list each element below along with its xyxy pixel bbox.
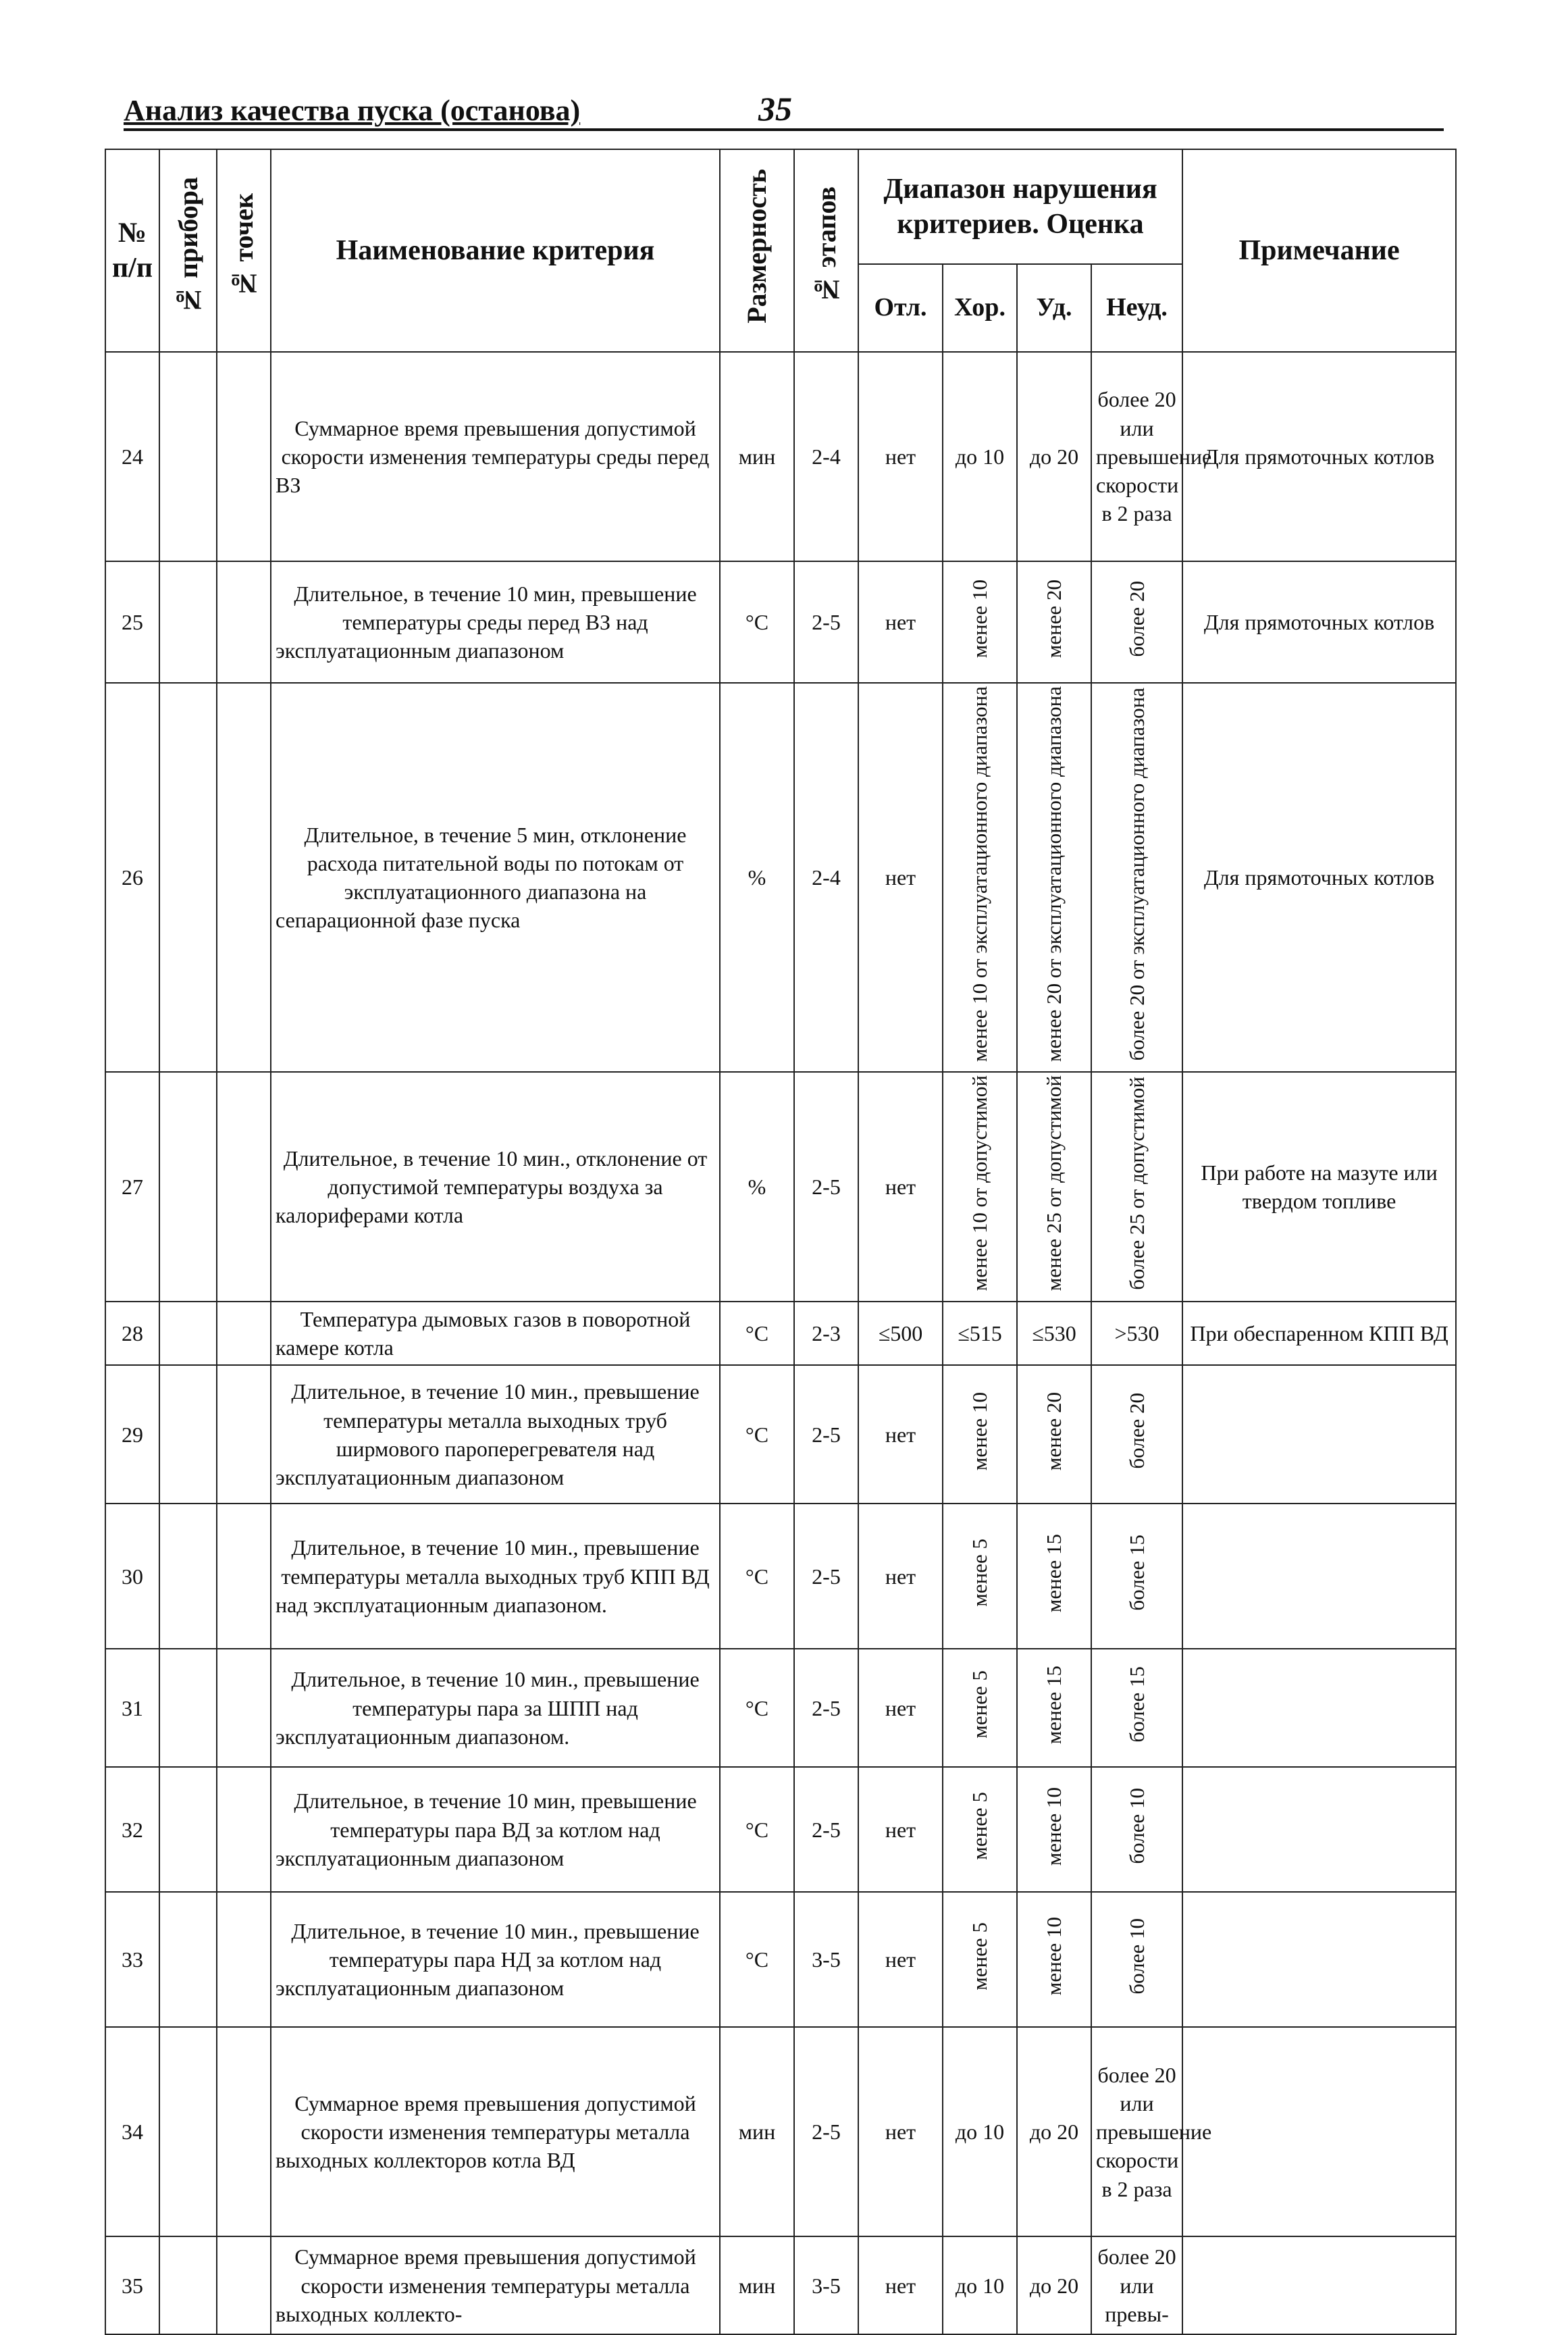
cell-unit: % [720,1072,794,1302]
cell-neud: более 15 [1091,1504,1182,1649]
cell-points [217,561,271,683]
cell-hor: до 10 [943,2027,1017,2236]
cell-note [1182,2027,1456,2236]
cell-note [1182,1767,1456,1892]
cell-hor: менее 10 от допустимой [943,1072,1017,1302]
cell-num: 27 [105,1072,159,1302]
cell-name: Температура дымовых газов в поворотной камере котла [271,1302,720,1365]
cell-stages: 3-5 [794,2236,858,2334]
cell-neud: более 20 или превышение скорости в 2 раза [1091,352,1182,561]
cell-unit: мин [720,2027,794,2236]
cell-num: 24 [105,352,159,561]
cell-points [217,2236,271,2334]
table-row [105,561,1456,683]
table-row [105,1365,1456,1504]
cell-name: Длительное, в течение 10 мин, превышение температуры пара ВД за котлом над эксплуатационным диапазоном [271,1767,720,1892]
page-title: Анализ качества пуска (останова) [124,94,581,127]
cell-note: Для прямоточных котлов [1182,683,1456,1072]
table-row [105,2236,1456,2334]
cell-unit: мин [720,2236,794,2334]
cell-note [1182,1365,1456,1504]
cell-device [159,683,217,1072]
cell-num: 33 [105,1892,159,2027]
cell-ud: до 20 [1017,352,1091,561]
cell-num: 31 [105,1649,159,1767]
cell-ud: менее 10 [1017,1767,1091,1892]
cell-num: 30 [105,1504,159,1649]
cell-neud: более 20 [1091,1365,1182,1504]
col-header-range: Диапазон нарушения критериев. Оценка [858,149,1182,264]
cell-points [217,1302,271,1365]
cell-name: Длительное, в течение 5 мин, отклонение расхода питательной воды по потокам от эксплуатационного диапазона на сепарационной фазе пуска [271,683,720,1072]
cell-device [159,1649,217,1767]
cell-ud: до 20 [1017,2236,1091,2334]
cell-points [217,683,271,1072]
cell-neud: более 20 или превы- [1091,2236,1182,2334]
cell-ud: менее 20 [1017,561,1091,683]
cell-stages: 2-5 [794,1767,858,1892]
cell-otl: нет [858,352,943,561]
cell-note [1182,1504,1456,1649]
cell-ud: менее 15 [1017,1504,1091,1649]
cell-name: Суммарное время превышения допустимой скорости изменения температуры металла выходных коллекто- [271,2236,720,2334]
table-row [105,1649,1456,1767]
cell-device [159,1302,217,1365]
cell-ud: до 20 [1017,2027,1091,2236]
cell-unit: °С [720,561,794,683]
cell-note: Для прямоточных котлов [1182,561,1456,683]
cell-name: Длительное, в течение 10 мин., превышение температуры пара за ШПП над эксплуатационным диапазоном. [271,1649,720,1767]
cell-hor: до 10 [943,352,1017,561]
cell-neud: более 20 [1091,561,1182,683]
cell-neud: >530 [1091,1302,1182,1365]
col-header-note: Примечание [1182,149,1456,352]
cell-unit: °С [720,1302,794,1365]
cell-note [1182,1892,1456,2027]
cell-hor: менее 10 [943,1365,1017,1504]
cell-unit: °С [720,1767,794,1892]
cell-note [1182,1649,1456,1767]
cell-points [217,1767,271,1892]
col-header-ud: Уд. [1017,264,1091,352]
cell-otl: нет [858,1767,943,1892]
cell-stages: 2-3 [794,1302,858,1365]
cell-ud: менее 10 [1017,1892,1091,2027]
cell-stages: 2-5 [794,1072,858,1302]
cell-num: 29 [105,1365,159,1504]
cell-num: 25 [105,561,159,683]
cell-unit: °С [720,1892,794,2027]
cell-num: 32 [105,1767,159,1892]
cell-hor: до 10 [943,2236,1017,2334]
cell-stages: 2-5 [794,1649,858,1767]
cell-num: 28 [105,1302,159,1365]
page-header [124,88,1444,131]
cell-note: Для прямоточных котлов [1182,352,1456,561]
col-header-otl: Отл. [858,264,943,352]
cell-otl: нет [858,683,943,1072]
cell-stages: 2-5 [794,1365,858,1504]
cell-name: Длительное, в течение 10 мин., превышение температуры металла выходных труб ширмового пароперегревателя над эксплуатационным диапазоном [271,1365,720,1504]
cell-num: 26 [105,683,159,1072]
table-row [105,1072,1456,1302]
cell-name: Длительное, в течение 10 мин., отклонение от допустимой температуры воздуха за калориферами котла [271,1072,720,1302]
cell-otl: нет [858,1072,943,1302]
cell-otl: нет [858,1649,943,1767]
cell-points [217,1504,271,1649]
cell-name: Длительное, в течение 10 мин., превышение температуры металла выходных труб КПП ВД над эксплуатационным диапазоном. [271,1504,720,1649]
cell-hor: менее 10 [943,561,1017,683]
cell-device [159,1072,217,1302]
cell-name: Суммарное время превышения допустимой скорости изменения температуры среды перед ВЗ [271,352,720,561]
cell-ud: менее 25 от допустимой [1017,1072,1091,1302]
cell-hor: менее 5 [943,1767,1017,1892]
page-number: 35 [758,90,792,128]
cell-unit: % [720,683,794,1072]
cell-stages: 3-5 [794,1892,858,2027]
col-header-num: № п/п [105,149,159,352]
cell-hor: менее 5 [943,1892,1017,2027]
cell-device [159,561,217,683]
table-row [105,1504,1456,1649]
cell-points [217,1649,271,1767]
cell-device [159,2236,217,2334]
col-header-points: № точек [217,149,271,352]
cell-unit: °С [720,1649,794,1767]
cell-name: Длительное, в течение 10 мин, превышение температуры среды перед ВЗ над эксплуатационным диапазоном [271,561,720,683]
cell-num: 35 [105,2236,159,2334]
table-row [105,1302,1456,1365]
cell-stages: 2-5 [794,1504,858,1649]
cell-otl: ≤500 [858,1302,943,1365]
cell-points [217,2027,271,2236]
criteria-table [105,149,1457,2335]
cell-name: Суммарное время превышения допустимой скорости изменения температуры металла выходных коллекторов котла ВД [271,2027,720,2236]
cell-ud: менее 20 [1017,1365,1091,1504]
cell-hor: менее 5 [943,1504,1017,1649]
cell-device [159,1504,217,1649]
col-header-unit: Размерность [720,149,794,352]
cell-ud: ≤530 [1017,1302,1091,1365]
cell-ud: менее 20 от эксплуатационного диапазона [1017,683,1091,1072]
col-header-device: № прибора [159,149,217,352]
table-row [105,2027,1456,2236]
cell-stages: 2-5 [794,2027,858,2236]
cell-neud: более 15 [1091,1649,1182,1767]
cell-neud: более 10 [1091,1767,1182,1892]
cell-stages: 2-4 [794,352,858,561]
cell-points [217,1365,271,1504]
cell-ud: менее 15 [1017,1649,1091,1767]
cell-otl: нет [858,1892,943,2027]
cell-otl: нет [858,2027,943,2236]
cell-stages: 2-5 [794,561,858,683]
cell-points [217,352,271,561]
cell-neud: более 20 от эксплуатационного диапазона [1091,683,1182,1072]
cell-neud: более 10 [1091,1892,1182,2027]
cell-device [159,1767,217,1892]
cell-unit: мин [720,352,794,561]
cell-num: 34 [105,2027,159,2236]
table-row [105,352,1456,561]
cell-device [159,2027,217,2236]
table-row [105,1767,1456,1892]
cell-neud: более 25 от допустимой [1091,1072,1182,1302]
cell-device [159,1365,217,1504]
cell-hor: менее 10 от эксплуатационного диапазона [943,683,1017,1072]
col-header-neud: Неуд. [1091,264,1182,352]
cell-stages: 2-4 [794,683,858,1072]
cell-unit: °С [720,1365,794,1504]
cell-name: Длительное, в течение 10 мин., превышение температуры пара НД за котлом над эксплуатационным диапазоном [271,1892,720,2027]
cell-neud: более 20 или превышение скорости в 2 раза [1091,2027,1182,2236]
cell-note: При работе на мазуте или твердом топливе [1182,1072,1456,1302]
cell-otl: нет [858,2236,943,2334]
cell-otl: нет [858,1365,943,1504]
cell-points [217,1892,271,2027]
cell-hor: ≤515 [943,1302,1017,1365]
table-row [105,1892,1456,2027]
cell-hor: менее 5 [943,1649,1017,1767]
cell-device [159,1892,217,2027]
cell-device [159,352,217,561]
cell-otl: нет [858,561,943,683]
col-header-name: Наименование критерия [271,149,720,352]
cell-otl: нет [858,1504,943,1649]
cell-note [1182,2236,1456,2334]
cell-points [217,1072,271,1302]
col-header-hor: Хор. [943,264,1017,352]
table-row [105,683,1456,1072]
cell-note: При обеспаренном КПП ВД [1182,1302,1456,1365]
col-header-stages: № этапов [794,149,858,352]
cell-unit: °С [720,1504,794,1649]
